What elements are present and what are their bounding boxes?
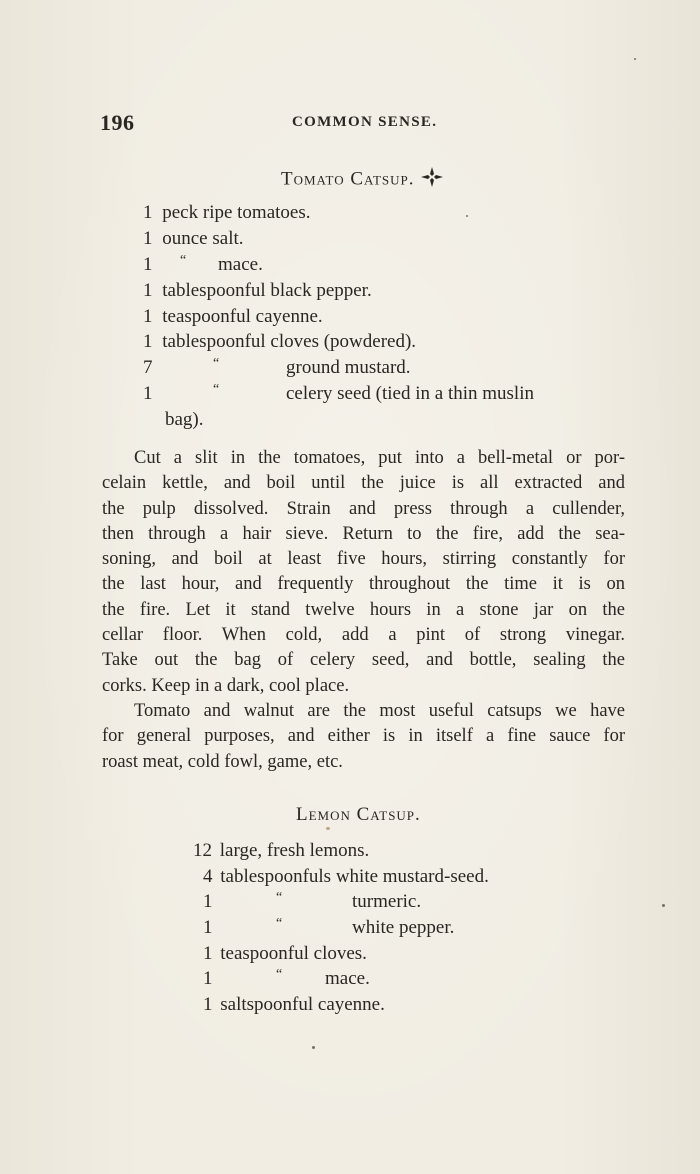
ingredient-line: 1 ounce salt. (143, 228, 244, 249)
tomato-directions-paragraph: Cut a slit in the tomatoes, put into a bell-metal or por- celain kettle, and boil until the juice is all extracted and the pulp dissolved. Strain and press through a cullender, then through a hair sieve. Return to the fire, add the sea- soning, and boil at least five hours, stirring constantly for the last hour, and frequently throughout the time it is on the fire. Let it stand twelve hours in a stone jar on the cellar floor. When cold, add a pint of strong vinegar. Take out the bag of celery seed, and bottle, sealing the corks. Keep in a dark, cool place. (102, 448, 625, 696)
ingredient-line: 1 teaspoonful cloves. (203, 943, 367, 964)
recipe-title-lemon: Lemon Catsup. (296, 804, 421, 825)
recipe-title-tomato-text: Tomato Catsup. (281, 168, 415, 190)
recipe-title-tomato (281, 166, 444, 194)
ingredient-line: 4 tablespoonfuls white mustard-seed. (203, 866, 489, 887)
ingredient-line: 1 “ white pepper. (203, 916, 455, 938)
ingredient-line: 1 peck ripe tomatoes. (143, 202, 311, 223)
ingredient-line: bag). (165, 409, 204, 430)
ingredient-line: 7 “ ground mustard. (143, 356, 411, 378)
paper-speck (312, 1046, 315, 1049)
paper-speck (466, 215, 468, 217)
ingredient-line: 1 saltspoonful cayenne. (203, 994, 385, 1015)
page-number: 196 (100, 110, 135, 135)
running-title: COMMON SENSE. (292, 114, 438, 130)
catsup-note-paragraph: Tomato and walnut are the most useful catsups we have for general purposes, and either is in itself a fine sauce for roast meat, cold fowl, game, etc. (102, 701, 625, 772)
ingredient-line: 12 large, fresh lemons. (193, 840, 370, 861)
ingredient-line: 1 tablespoonful cloves (powdered). (143, 331, 417, 352)
cross-ornament-icon (420, 166, 444, 194)
ingredient-line: 1 teaspoonful cayenne. (143, 306, 323, 327)
ingredient-line: 1 “ mace. (203, 967, 370, 989)
ingredient-line: 1 “ celery seed (tied in a thin muslin (143, 382, 534, 404)
ingredient-line: 1 tablespoonful black pepper. (143, 280, 372, 301)
ingredient-line: 1 “ mace. (143, 253, 263, 275)
paper-speck (662, 904, 665, 907)
ingredient-line: 1 “ turmeric. (203, 890, 422, 912)
paper-speck (634, 58, 636, 60)
paper-speck (326, 827, 330, 830)
